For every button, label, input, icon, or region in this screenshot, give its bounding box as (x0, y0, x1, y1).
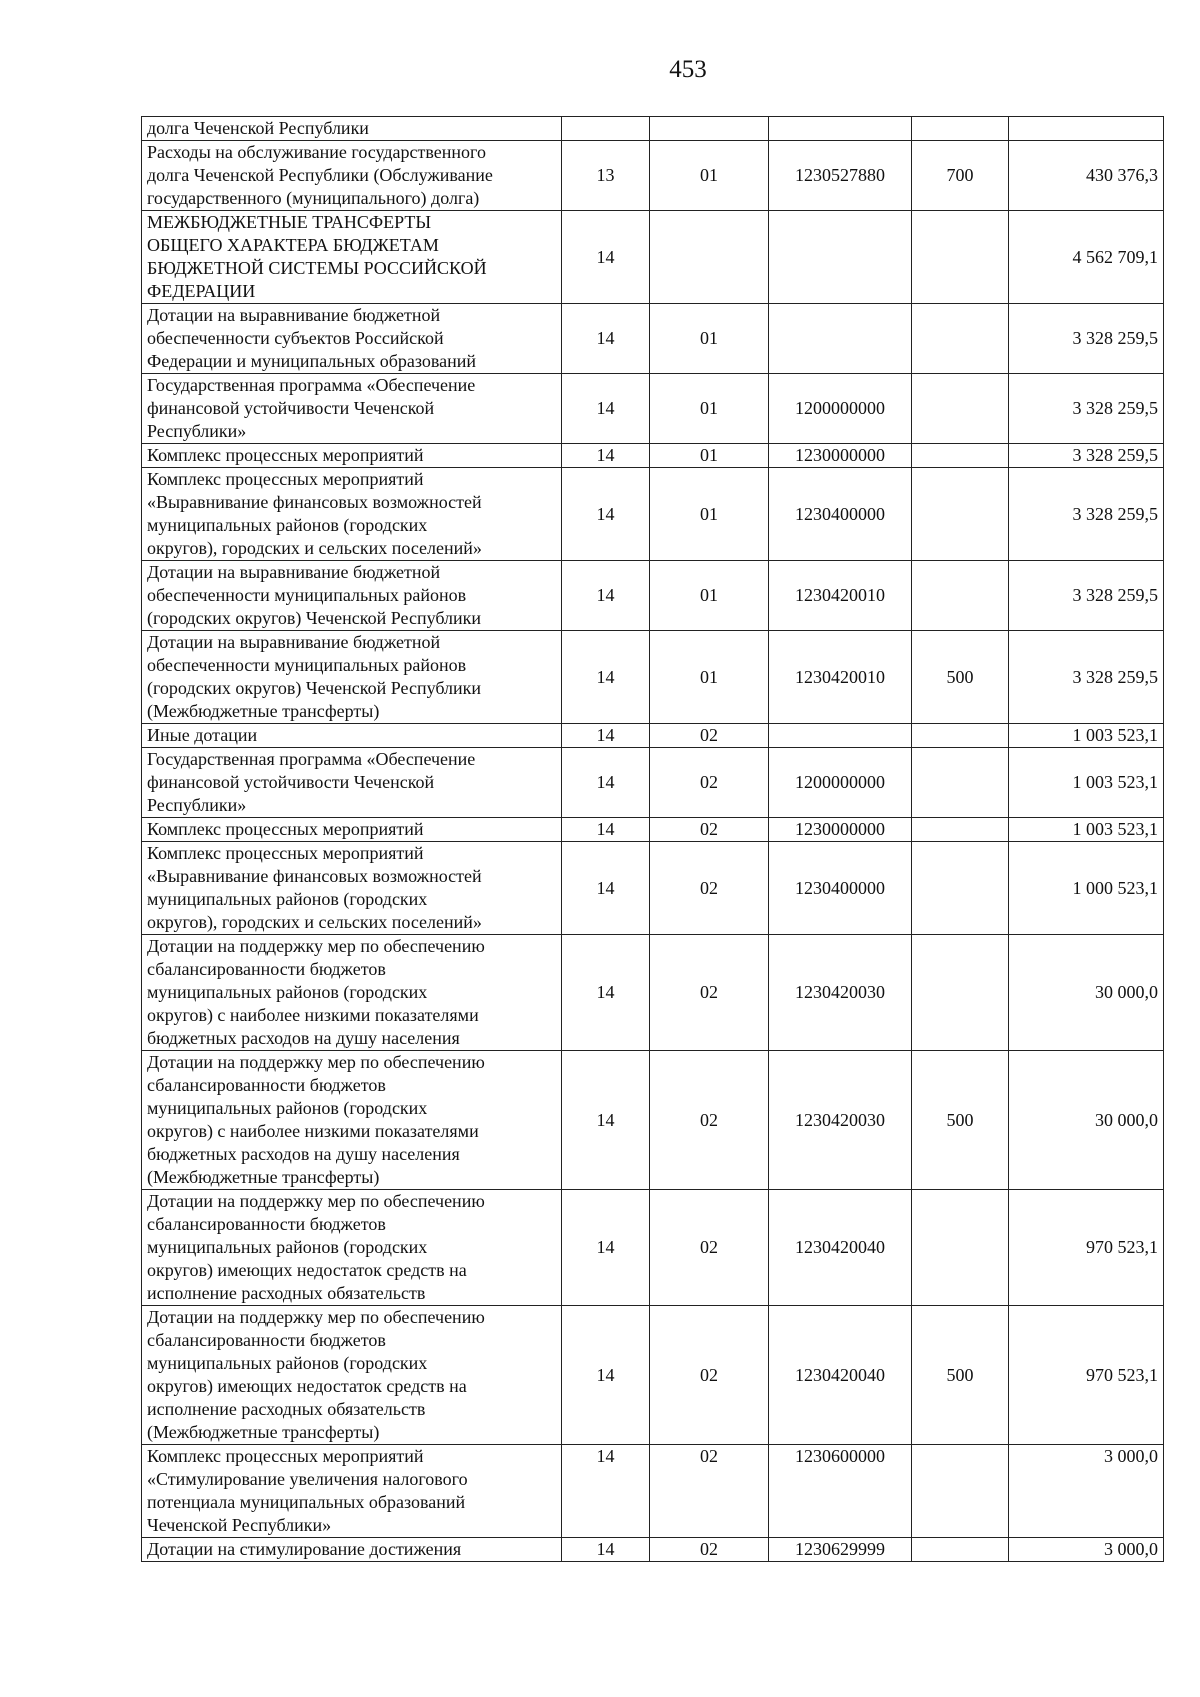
target-article-code: 1230400000 (769, 842, 912, 935)
row-name: Комплекс процессных мероприятий (142, 818, 562, 842)
target-article-code: 1230600000 (769, 1445, 912, 1538)
section-code: 13 (562, 141, 650, 211)
row-name: Дотации на поддержку мер по обеспечению сбалансированности бюджетов муниципальных районов (городских округов) имеющих недостаток средств на исполнение расходных обязательств (Межбюджетные трансферты) (142, 1306, 562, 1445)
expense-type-code (912, 444, 1009, 468)
expense-type-code (912, 561, 1009, 631)
subsection-code (650, 117, 769, 141)
expense-type-code (912, 748, 1009, 818)
subsection-code: 02 (650, 1538, 769, 1562)
table-row (142, 211, 1164, 304)
subsection-code (650, 211, 769, 304)
expense-type-code (912, 211, 1009, 304)
section-code: 14 (562, 444, 650, 468)
target-article-code (769, 724, 912, 748)
section-code: 14 (562, 748, 650, 818)
expense-type-code (912, 1445, 1009, 1538)
row-name: Дотации на поддержку мер по обеспечению сбалансированности бюджетов муниципальных районов (городских округов) имеющих недостаток средств на исполнение расходных обязательств (142, 1190, 562, 1306)
amount: 3 328 259,5 (1009, 631, 1164, 724)
expense-type-code: 500 (912, 1051, 1009, 1190)
expense-type-code (912, 374, 1009, 444)
target-article-code: 1230527880 (769, 141, 912, 211)
amount: 3 328 259,5 (1009, 304, 1164, 374)
target-article-code (769, 117, 912, 141)
expense-type-code: 500 (912, 1306, 1009, 1445)
table-row (142, 141, 1164, 211)
section-code: 14 (562, 631, 650, 724)
table-row (142, 304, 1164, 374)
expense-type-code (912, 1190, 1009, 1306)
section-code: 14 (562, 1306, 650, 1445)
row-name: Дотации на стимулирование достижения (142, 1538, 562, 1562)
amount: 30 000,0 (1009, 1051, 1164, 1190)
amount: 3 328 259,5 (1009, 468, 1164, 561)
amount: 1 003 523,1 (1009, 748, 1164, 818)
section-code: 14 (562, 1190, 650, 1306)
expense-type-code (912, 842, 1009, 935)
section-code: 14 (562, 935, 650, 1051)
table-row (142, 1538, 1164, 1562)
target-article-code: 1230629999 (769, 1538, 912, 1562)
expense-type-code (912, 304, 1009, 374)
target-article-code: 1230420040 (769, 1190, 912, 1306)
amount: 970 523,1 (1009, 1190, 1164, 1306)
row-name: Дотации на выравнивание бюджетной обеспеченности субъектов Российской Федерации и муниципальных образований (142, 304, 562, 374)
target-article-code: 1200000000 (769, 374, 912, 444)
table-row (142, 842, 1164, 935)
target-article-code: 1230420010 (769, 631, 912, 724)
amount: 970 523,1 (1009, 1306, 1164, 1445)
target-article-code: 1230420030 (769, 1051, 912, 1190)
row-name: долга Чеченской Республики (142, 117, 562, 141)
amount: 3 328 259,5 (1009, 374, 1164, 444)
row-name: Комплекс процессных мероприятий «Стимулирование увеличения налогового потенциала муниципальных образований Чеченской Республики» (142, 1445, 562, 1538)
subsection-code: 02 (650, 842, 769, 935)
row-name: Дотации на поддержку мер по обеспечению сбалансированности бюджетов муниципальных районов (городских округов) с наиболее низкими показателями бюджетных расходов на душу населения (Межбюджетные трансферты) (142, 1051, 562, 1190)
target-article-code (769, 211, 912, 304)
table-row (142, 748, 1164, 818)
page-number: 453 (669, 56, 707, 83)
section-code: 14 (562, 211, 650, 304)
expense-type-code (912, 935, 1009, 1051)
target-article-code: 1200000000 (769, 748, 912, 818)
section-code: 14 (562, 842, 650, 935)
subsection-code: 02 (650, 1051, 769, 1190)
table-row (142, 1306, 1164, 1445)
expense-type-code (912, 724, 1009, 748)
amount (1009, 117, 1164, 141)
amount: 3 328 259,5 (1009, 561, 1164, 631)
row-name: Государственная программа «Обеспечение финансовой устойчивости Чеченской Республики» (142, 374, 562, 444)
budget-table-body (142, 117, 1164, 1562)
amount: 3 000,0 (1009, 1538, 1164, 1562)
expense-type-code (912, 468, 1009, 561)
amount: 3 000,0 (1009, 1445, 1164, 1538)
row-name: Комплекс процессных мероприятий (142, 444, 562, 468)
section-code: 14 (562, 818, 650, 842)
expense-type-code: 500 (912, 631, 1009, 724)
target-article-code: 1230420010 (769, 561, 912, 631)
subsection-code: 01 (650, 444, 769, 468)
table-row (142, 1445, 1164, 1538)
subsection-code: 02 (650, 1190, 769, 1306)
table-row (142, 1190, 1164, 1306)
expense-type-code (912, 818, 1009, 842)
target-article-code: 1230000000 (769, 444, 912, 468)
table-row (142, 724, 1164, 748)
table-row (142, 117, 1164, 141)
table-row (142, 935, 1164, 1051)
section-code: 14 (562, 468, 650, 561)
expense-type-code (912, 117, 1009, 141)
table-row (142, 818, 1164, 842)
target-article-code (769, 304, 912, 374)
table-row (142, 374, 1164, 444)
row-name: МЕЖБЮДЖЕТНЫЕ ТРАНСФЕРТЫ ОБЩЕГО ХАРАКТЕРА БЮДЖЕТАМ БЮДЖЕТНОЙ СИСТЕМЫ РОССИЙСКОЙ ФЕДЕРАЦИИ (142, 211, 562, 304)
section-code: 14 (562, 1051, 650, 1190)
row-name: Комплекс процессных мероприятий «Выравнивание финансовых возможностей муниципальных районов (городских округов), городских и сельских поселений» (142, 468, 562, 561)
budget-table (141, 116, 1164, 1562)
table-row (142, 631, 1164, 724)
row-name: Дотации на поддержку мер по обеспечению сбалансированности бюджетов муниципальных районов (городских округов) с наиболее низкими показателями бюджетных расходов на душу населения (142, 935, 562, 1051)
subsection-code: 02 (650, 748, 769, 818)
subsection-code: 02 (650, 724, 769, 748)
amount: 1 003 523,1 (1009, 724, 1164, 748)
subsection-code: 02 (650, 935, 769, 1051)
section-code: 14 (562, 1445, 650, 1538)
table-row (142, 444, 1164, 468)
amount: 4 562 709,1 (1009, 211, 1164, 304)
row-name: Иные дотации (142, 724, 562, 748)
table-row (142, 561, 1164, 631)
amount: 30 000,0 (1009, 935, 1164, 1051)
section-code: 14 (562, 304, 650, 374)
subsection-code: 01 (650, 374, 769, 444)
subsection-code: 02 (650, 818, 769, 842)
table-row (142, 1051, 1164, 1190)
row-name: Дотации на выравнивание бюджетной обеспеченности муниципальных районов (городских округов) Чеченской Республики (Межбюджетные трансферты) (142, 631, 562, 724)
target-article-code: 1230420030 (769, 935, 912, 1051)
amount: 430 376,3 (1009, 141, 1164, 211)
section-code: 14 (562, 561, 650, 631)
amount: 1 000 523,1 (1009, 842, 1164, 935)
subsection-code: 02 (650, 1306, 769, 1445)
row-name: Государственная программа «Обеспечение финансовой устойчивости Чеченской Республики» (142, 748, 562, 818)
subsection-code: 01 (650, 631, 769, 724)
expense-type-code (912, 1538, 1009, 1562)
section-code: 14 (562, 724, 650, 748)
target-article-code: 1230420040 (769, 1306, 912, 1445)
table-row (142, 468, 1164, 561)
section-code (562, 117, 650, 141)
section-code: 14 (562, 1538, 650, 1562)
subsection-code: 01 (650, 468, 769, 561)
target-article-code: 1230400000 (769, 468, 912, 561)
section-code: 14 (562, 374, 650, 444)
subsection-code: 02 (650, 1445, 769, 1538)
amount: 1 003 523,1 (1009, 818, 1164, 842)
amount: 3 328 259,5 (1009, 444, 1164, 468)
target-article-code: 1230000000 (769, 818, 912, 842)
subsection-code: 01 (650, 304, 769, 374)
subsection-code: 01 (650, 141, 769, 211)
row-name: Комплекс процессных мероприятий «Выравнивание финансовых возможностей муниципальных районов (городских округов), городских и сельских поселений» (142, 842, 562, 935)
row-name: Расходы на обслуживание государственного долга Чеченской Республики (Обслуживание государственного (муниципального) долга) (142, 141, 562, 211)
row-name: Дотации на выравнивание бюджетной обеспеченности муниципальных районов (городских округов) Чеченской Республики (142, 561, 562, 631)
subsection-code: 01 (650, 561, 769, 631)
expense-type-code: 700 (912, 141, 1009, 211)
